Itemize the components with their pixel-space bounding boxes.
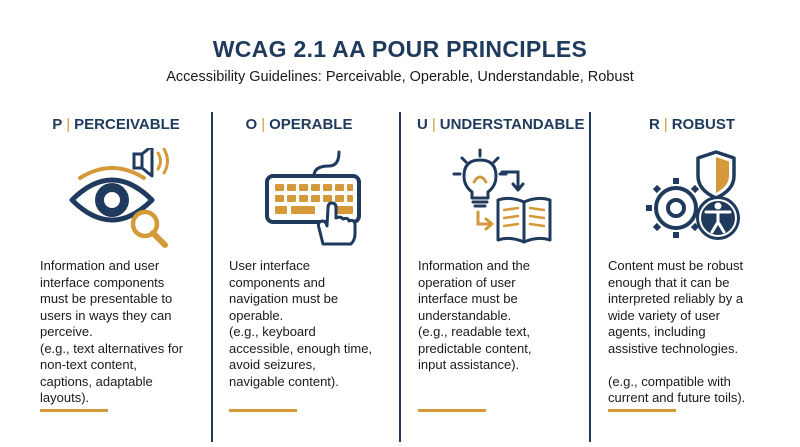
column-description: User interface components and navigation must be operable. (e.g., keyboard accessible, enough time, avoid seizures, navigable content). bbox=[229, 258, 373, 389]
gear-shield-accessibility-icon bbox=[618, 148, 758, 248]
accent-underline bbox=[608, 409, 676, 412]
column-heading bbox=[36, 116, 196, 133]
accent-underline bbox=[418, 409, 486, 412]
column-description: Content must be robust enough that it can be interpreted reliably by a wide variety of user agents, including assistive technologies. (e.g., compatible with current and future toils). bbox=[608, 258, 746, 405]
column-description: Information and the operation of user interface must be understandable. (e.g., readable text, predictable content, input assistance). bbox=[418, 258, 532, 372]
column-divider bbox=[589, 112, 591, 442]
column-divider bbox=[211, 112, 213, 442]
column-separator: | bbox=[431, 116, 436, 133]
keyboard-with-pointer-hand-icon bbox=[239, 148, 379, 248]
column-letter: P bbox=[52, 116, 63, 133]
column-letter: U bbox=[417, 116, 428, 133]
column-heading bbox=[612, 116, 772, 133]
lightbulb-and-book-icon bbox=[428, 148, 568, 248]
column-name: ROBUST bbox=[671, 116, 736, 133]
column-separator: | bbox=[261, 116, 266, 133]
column-name: PERCEIVABLE bbox=[74, 116, 180, 133]
column-separator: | bbox=[66, 116, 71, 133]
column-letter: O bbox=[245, 116, 258, 133]
page-subtitle: Accessibility Guidelines: Perceivable, Operable, Understandable, Robust bbox=[166, 69, 634, 85]
accent-underline bbox=[40, 409, 108, 412]
column-separator: | bbox=[663, 116, 668, 133]
column-heading bbox=[219, 116, 379, 133]
accent-underline bbox=[229, 409, 297, 412]
column-name: UNDERSTANDABLE bbox=[439, 116, 585, 133]
column-name: OPERABLE bbox=[269, 116, 353, 133]
column-description: Information and user interface components must be presentable to users in ways they can perceive. (e.g., text alternatives for non-text content, captions, adaptable layouts). bbox=[40, 258, 184, 405]
eye-with-magnifier-and-speaker-icon bbox=[50, 148, 190, 248]
column-letter: R bbox=[648, 116, 660, 133]
column-heading bbox=[417, 116, 585, 133]
column-divider bbox=[399, 112, 401, 442]
page-title: WCAG 2.1 AA POUR PRINCIPLES bbox=[212, 36, 588, 62]
